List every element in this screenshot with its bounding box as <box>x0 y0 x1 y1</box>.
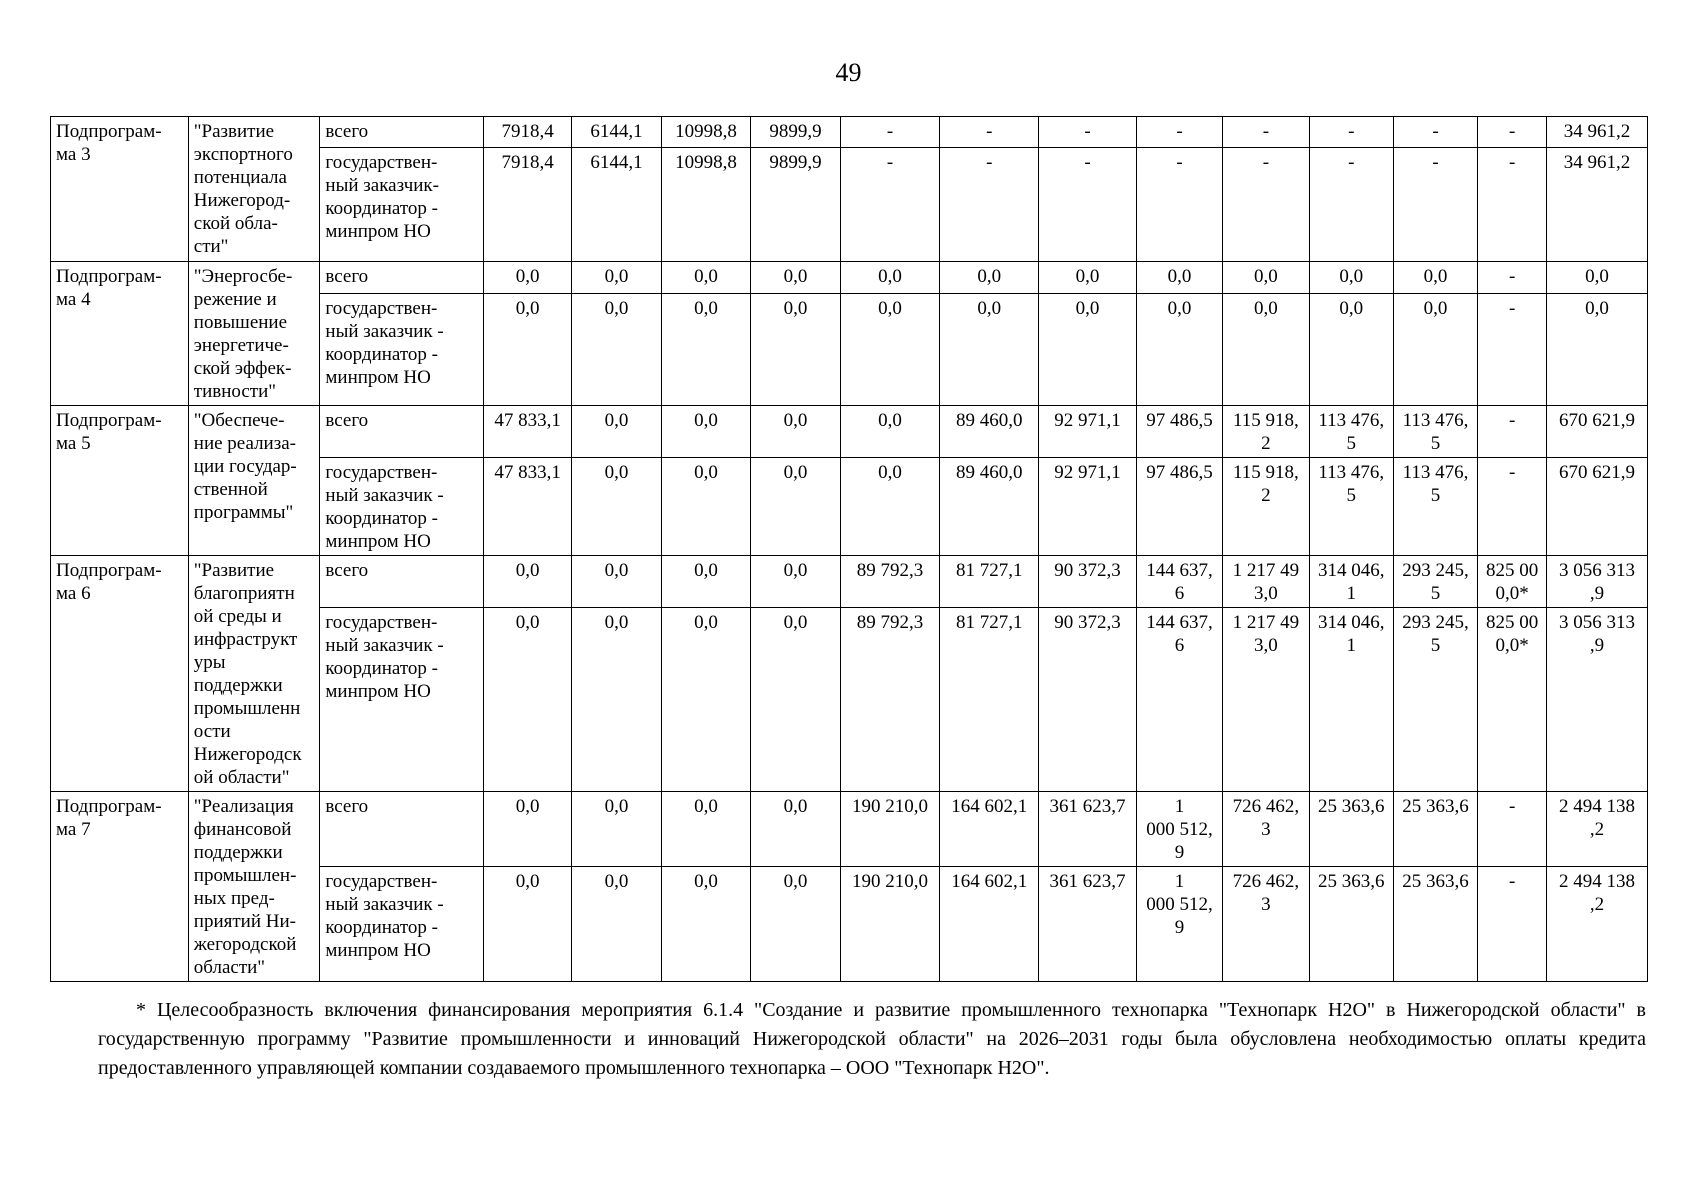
year-value-cell: - <box>1478 262 1547 294</box>
year-value-cell: 0,0 <box>483 867 571 982</box>
year-value-cell: 293 245, 5 <box>1393 608 1477 792</box>
funding-source-cell: государствен- ный заказчик- координатор - минпром НО <box>320 148 484 262</box>
year-value-cell: 113 476, 5 <box>1309 406 1393 458</box>
year-value-cell: - <box>1223 117 1309 148</box>
year-value-cell: 6144,1 <box>572 117 661 148</box>
year-value-cell: 0,0 <box>840 262 940 294</box>
year-value-cell: 1 217 49 3,0 <box>1223 556 1309 608</box>
year-value-cell: 89 460,0 <box>940 406 1039 458</box>
year-value-cell: 0,0 <box>840 294 940 406</box>
total-value-cell: 3 056 313 ,9 <box>1547 556 1648 608</box>
year-value-cell: 0,0 <box>572 458 661 556</box>
total-value-cell: 670 621,9 <box>1547 406 1648 458</box>
year-value-cell: 726 462, 3 <box>1223 792 1309 867</box>
year-value-cell: 0,0 <box>940 262 1039 294</box>
year-value-cell: 0,0 <box>572 294 661 406</box>
year-value-cell: 97 486,5 <box>1136 458 1222 556</box>
year-value-cell: 113 476, 5 <box>1393 406 1477 458</box>
year-value-cell: 1 000 512, 9 <box>1136 792 1222 867</box>
funding-source-cell: всего <box>320 406 484 458</box>
year-value-cell: 92 971,1 <box>1039 406 1137 458</box>
total-value-cell: 2 494 138 ,2 <box>1547 867 1648 982</box>
table-row <box>51 262 1648 294</box>
year-value-cell: 0,0 <box>572 608 661 792</box>
year-value-cell: 0,0 <box>661 406 750 458</box>
year-value-cell: 97 486,5 <box>1136 406 1222 458</box>
year-value-cell: 361 623,7 <box>1039 792 1137 867</box>
financing-table <box>50 116 1648 982</box>
year-value-cell: 0,0 <box>1393 294 1477 406</box>
year-value-cell: 0,0 <box>751 294 840 406</box>
year-value-cell: 25 363,6 <box>1393 867 1477 982</box>
year-value-cell: 113 476, 5 <box>1393 458 1477 556</box>
subprogram-title-cell: "Развитие благоприятн ой среды и инфраструкт уры поддержки промышленн ости Нижегородск ой области" <box>188 556 320 792</box>
total-value-cell: 34 961,2 <box>1547 148 1648 262</box>
year-value-cell: 314 046, 1 <box>1309 556 1393 608</box>
year-value-cell: 9899,9 <box>751 117 840 148</box>
year-value-cell: 89 792,3 <box>840 608 940 792</box>
table-row <box>51 792 1648 867</box>
total-value-cell: 0,0 <box>1547 294 1648 406</box>
year-value-cell: 47 833,1 <box>483 458 571 556</box>
year-value-cell: 0,0 <box>572 792 661 867</box>
year-value-cell: 7918,4 <box>483 148 571 262</box>
year-value-cell: 293 245, 5 <box>1393 556 1477 608</box>
year-value-cell: 164 602,1 <box>940 867 1039 982</box>
year-value-cell: 0,0 <box>1223 294 1309 406</box>
subprogram-number-cell: Подпрограм- ма 3 <box>51 117 189 262</box>
year-value-cell: 144 637, 6 <box>1136 608 1222 792</box>
year-value-cell: 0,0 <box>751 406 840 458</box>
year-value-cell: - <box>1393 148 1477 262</box>
year-value-cell: - <box>1478 867 1547 982</box>
subprogram-title-cell: "Энергосбе- режение и повышение энергетиче- ской эффек- тивности" <box>188 262 320 406</box>
year-value-cell: - <box>1478 148 1547 262</box>
year-value-cell: 164 602,1 <box>940 792 1039 867</box>
funding-source-cell: государствен- ный заказчик - координатор - минпром НО <box>320 867 484 982</box>
year-value-cell: - <box>1393 117 1477 148</box>
footnote: * Целесообразность включения финансирования мероприятия 6.1.4 "Создание и развитие промышленного технопарка "Технопарк Н2О" в Нижегородской области" в государственную программу "Развитие промышленности и инноваций Нижегородской области" на 2026–2031 годы была обусловлена необходимостью оплаты кредита предоставленного управляющей компании создаваемого промышленного технопарка – ООО "Технопарк Н2О". <box>98 999 1646 1079</box>
year-value-cell: - <box>840 117 940 148</box>
year-value-cell: 190 210,0 <box>840 867 940 982</box>
year-value-cell: - <box>1309 117 1393 148</box>
funding-source-cell: государствен- ный заказчик - координатор - минпром НО <box>320 294 484 406</box>
year-value-cell: - <box>1223 148 1309 262</box>
year-value-cell: - <box>1039 148 1137 262</box>
year-value-cell: 726 462, 3 <box>1223 867 1309 982</box>
year-value-cell: 10998,8 <box>661 117 750 148</box>
year-value-cell: 25 363,6 <box>1393 792 1477 867</box>
total-value-cell: 2 494 138 ,2 <box>1547 792 1648 867</box>
subprogram-title-cell: "Развитие экспортного потенциала Нижегород- ской обла- сти" <box>188 117 320 262</box>
total-value-cell: 0,0 <box>1547 262 1648 294</box>
year-value-cell: - <box>940 148 1039 262</box>
year-value-cell: 113 476, 5 <box>1309 458 1393 556</box>
funding-source-cell: всего <box>320 117 484 148</box>
funding-source-cell: всего <box>320 262 484 294</box>
year-value-cell: 0,0 <box>661 556 750 608</box>
year-value-cell: 144 637, 6 <box>1136 556 1222 608</box>
year-value-cell: 10998,8 <box>661 148 750 262</box>
year-value-cell: 825 00 0,0* <box>1478 556 1547 608</box>
year-value-cell: 0,0 <box>572 406 661 458</box>
year-value-cell: 0,0 <box>661 458 750 556</box>
total-value-cell: 3 056 313 ,9 <box>1547 608 1648 792</box>
subprogram-number-cell: Подпрограм- ма 6 <box>51 556 189 792</box>
year-value-cell: 0,0 <box>751 867 840 982</box>
year-value-cell: 89 460,0 <box>940 458 1039 556</box>
year-value-cell: 47 833,1 <box>483 406 571 458</box>
year-value-cell: 0,0 <box>572 867 661 982</box>
year-value-cell: 115 918, 2 <box>1223 406 1309 458</box>
year-value-cell: 0,0 <box>483 608 571 792</box>
year-value-cell: 7918,4 <box>483 117 571 148</box>
year-value-cell: 1 000 512, 9 <box>1136 867 1222 982</box>
total-value-cell: 34 961,2 <box>1547 117 1648 148</box>
year-value-cell: 0,0 <box>751 458 840 556</box>
year-value-cell: 361 623,7 <box>1039 867 1137 982</box>
subprogram-number-cell: Подпрограм- ма 4 <box>51 262 189 406</box>
year-value-cell: 0,0 <box>483 792 571 867</box>
year-value-cell: - <box>1136 117 1222 148</box>
year-value-cell: 0,0 <box>661 867 750 982</box>
year-value-cell: - <box>1136 148 1222 262</box>
year-value-cell: 0,0 <box>483 294 571 406</box>
year-value-cell: 825 00 0,0* <box>1478 608 1547 792</box>
year-value-cell: - <box>1039 117 1137 148</box>
year-value-cell: 25 363,6 <box>1309 792 1393 867</box>
year-value-cell: 0,0 <box>1039 262 1137 294</box>
year-value-cell: 115 918, 2 <box>1223 458 1309 556</box>
year-value-cell: 190 210,0 <box>840 792 940 867</box>
year-value-cell: 0,0 <box>661 262 750 294</box>
year-value-cell: 0,0 <box>1039 294 1137 406</box>
year-value-cell: 0,0 <box>572 556 661 608</box>
year-value-cell: 0,0 <box>751 262 840 294</box>
year-value-cell: - <box>940 117 1039 148</box>
year-value-cell: 0,0 <box>1136 262 1222 294</box>
page-number: 49 <box>835 58 862 87</box>
year-value-cell: - <box>1478 117 1547 148</box>
year-value-cell: - <box>1309 148 1393 262</box>
year-value-cell: 92 971,1 <box>1039 458 1137 556</box>
year-value-cell: 90 372,3 <box>1039 556 1137 608</box>
table-row <box>51 406 1648 458</box>
year-value-cell: 314 046, 1 <box>1309 608 1393 792</box>
year-value-cell: 1 217 49 3,0 <box>1223 608 1309 792</box>
year-value-cell: 89 792,3 <box>840 556 940 608</box>
year-value-cell: 0,0 <box>661 608 750 792</box>
year-value-cell: 0,0 <box>1309 262 1393 294</box>
subprogram-title-cell: "Реализация финансовой поддержки промышлен- ных пред- приятий Ни- жегородской области" <box>188 792 320 982</box>
year-value-cell: 25 363,6 <box>1309 867 1393 982</box>
table-row <box>51 117 1648 148</box>
year-value-cell: 90 372,3 <box>1039 608 1137 792</box>
total-value-cell: 670 621,9 <box>1547 458 1648 556</box>
year-value-cell: - <box>1478 458 1547 556</box>
year-value-cell: - <box>1478 406 1547 458</box>
year-value-cell: 6144,1 <box>572 148 661 262</box>
subprogram-number-cell: Подпрограм- ма 5 <box>51 406 189 556</box>
year-value-cell: 0,0 <box>940 294 1039 406</box>
year-value-cell: 0,0 <box>751 792 840 867</box>
year-value-cell: - <box>1478 294 1547 406</box>
funding-source-cell: всего <box>320 556 484 608</box>
year-value-cell: 0,0 <box>1223 262 1309 294</box>
year-value-cell: 0,0 <box>751 556 840 608</box>
year-value-cell: 0,0 <box>661 294 750 406</box>
year-value-cell: 9899,9 <box>751 148 840 262</box>
subprogram-number-cell: Подпрограм- ма 7 <box>51 792 189 982</box>
table-body <box>51 117 1648 982</box>
year-value-cell: 0,0 <box>483 556 571 608</box>
year-value-cell: 0,0 <box>751 608 840 792</box>
year-value-cell: 0,0 <box>840 406 940 458</box>
funding-source-cell: государствен- ный заказчик - координатор - минпром НО <box>320 458 484 556</box>
table-row <box>51 556 1648 608</box>
year-value-cell: - <box>1478 792 1547 867</box>
year-value-cell: 0,0 <box>572 262 661 294</box>
year-value-cell: 81 727,1 <box>940 608 1039 792</box>
year-value-cell: 0,0 <box>483 262 571 294</box>
year-value-cell: 81 727,1 <box>940 556 1039 608</box>
year-value-cell: 0,0 <box>1136 294 1222 406</box>
year-value-cell: 0,0 <box>840 458 940 556</box>
year-value-cell: 0,0 <box>1309 294 1393 406</box>
funding-source-cell: всего <box>320 792 484 867</box>
year-value-cell: 0,0 <box>1393 262 1477 294</box>
subprogram-title-cell: "Обеспече- ние реализа- ции государ- ственной программы" <box>188 406 320 556</box>
funding-source-cell: государствен- ный заказчик - координатор - минпром НО <box>320 608 484 792</box>
year-value-cell: 0,0 <box>661 792 750 867</box>
year-value-cell: - <box>840 148 940 262</box>
